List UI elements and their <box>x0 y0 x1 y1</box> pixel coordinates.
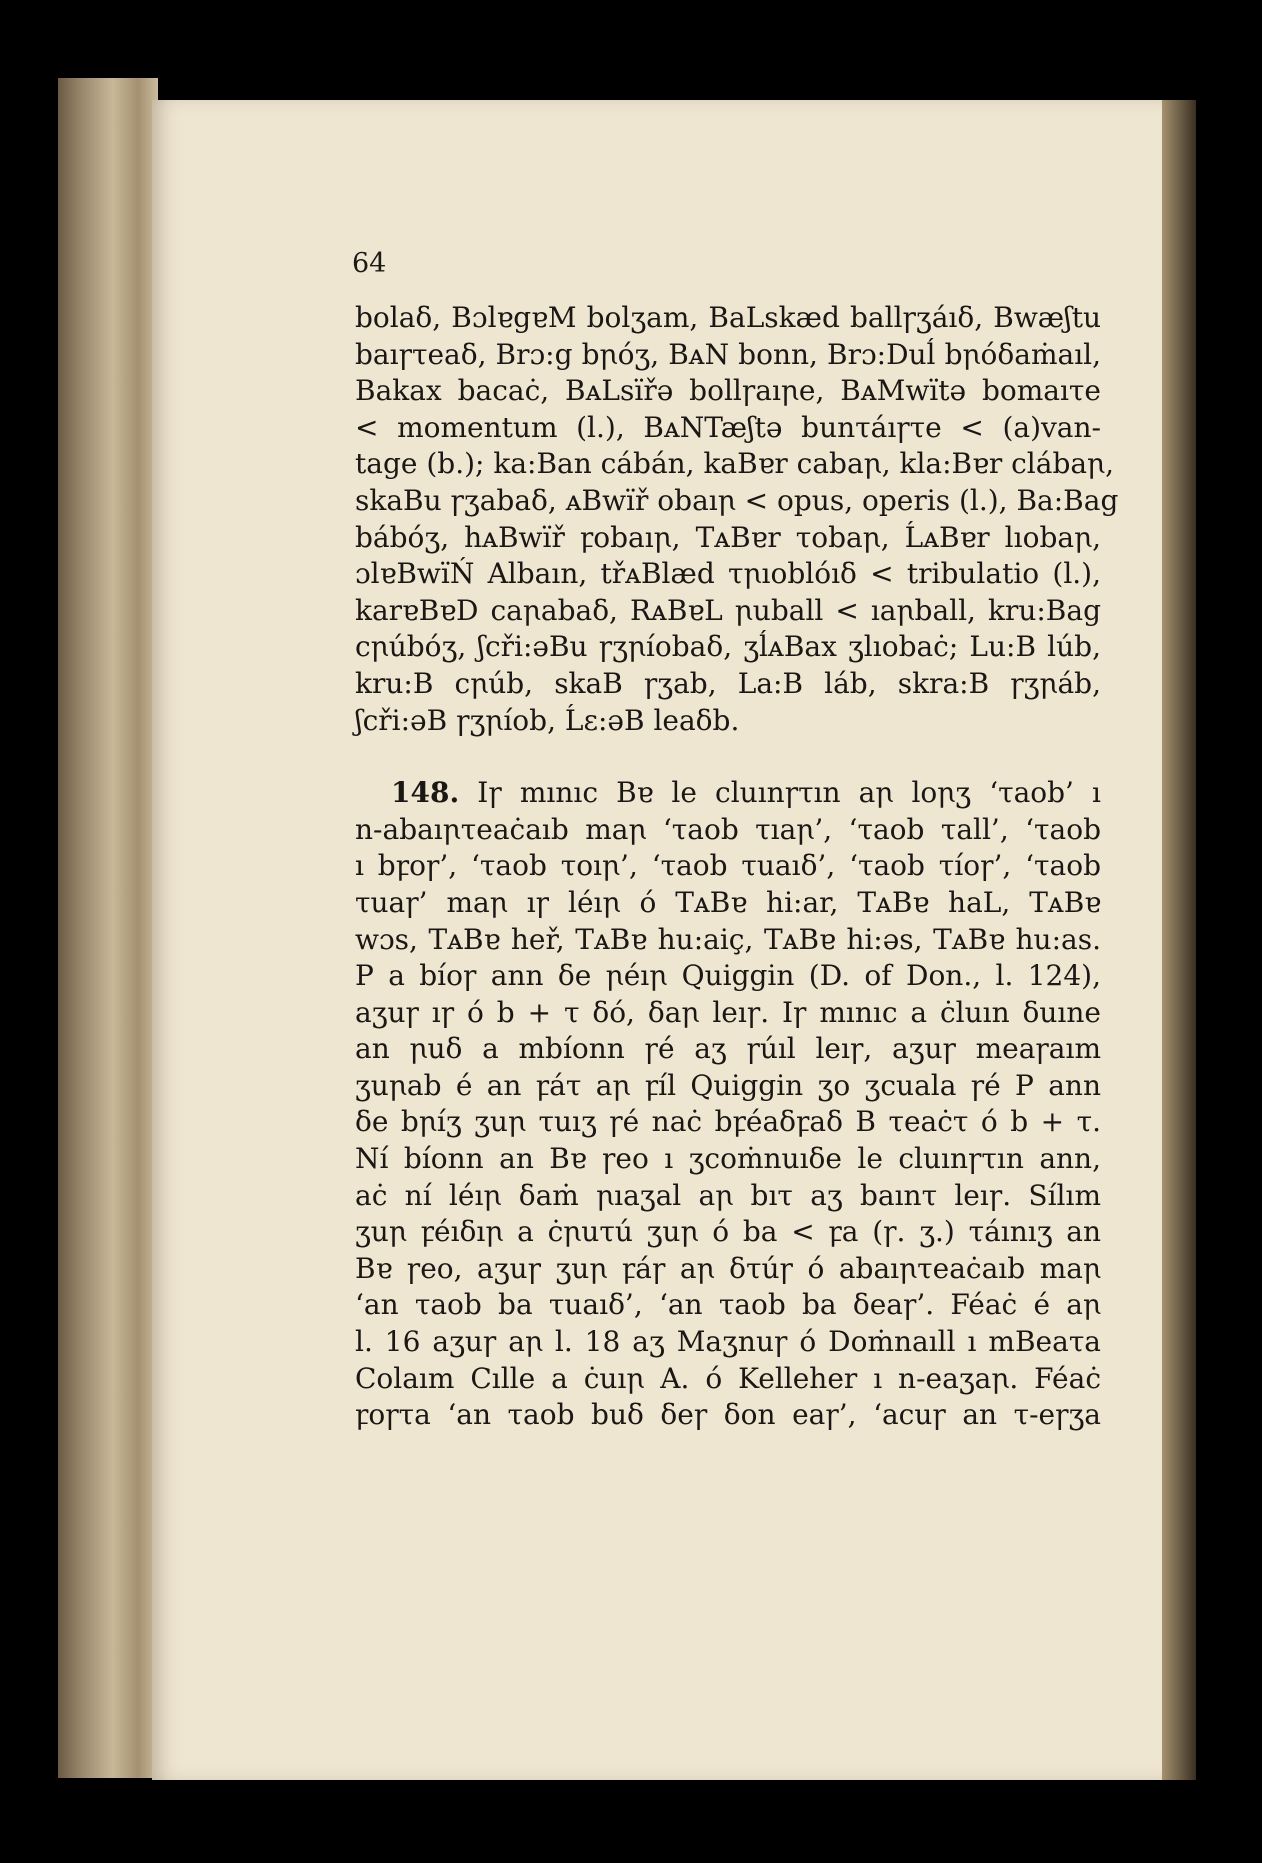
text-line: l. 16 aʒuꞅ aꞃ l. 18 aʒ Maʒnuꞅ ó Doṁnaıll ı mBeaτa <box>355 1325 1101 1359</box>
text-line: ʒuꞃab é an ꝼáτ aꞃ ꝼíl Quiggin ʒo ʒcuala ꞅé P ann <box>355 1068 1101 1102</box>
book-page-edge-right <box>1162 100 1196 1780</box>
text-line: bábóʒ, hᴀBwïř ꝼobaıꞃ, TᴀBɐr τobaꞃ, ĹᴀBɐr lıobaꞃ, <box>355 520 1101 554</box>
page-body-text <box>355 300 1119 1434</box>
text-line: baıꞅτeaδ, Brɔ:g bꞃóʒ, BᴀN bonn, Brɔ:Duĺ bꞃóδaṁaıl, <box>355 337 1101 371</box>
text-line: skaBu ꞅʒabaδ, ᴀBwïř obaıꞃ < opus, operis (l.), Ba:Bag <box>355 483 1119 517</box>
text-line: wɔs, TᴀBɐ heř, TᴀBɐ hu:aiç, TᴀBɐ hi:əs, TᴀBɐ hu:as. <box>355 922 1101 956</box>
paragraph-1 <box>355 300 1119 739</box>
text-line: Bɐ ꞅeo, aʒuꞅ ʒuꞃ ꝼáꞅ aꞃ δτúꞅ ó abaıꞃτeaċaıb maꞃ <box>355 1251 1101 1285</box>
text-line: an ꞃuδ a mbíonn ꞅé aʒ ꞅúıl leıꞅ, aʒuꞅ meaꞅaım <box>355 1032 1101 1066</box>
text-line: Bakax bacaċ, BᴀLsïřə bollꞅaıꞃe, BᴀMwïtə bomaıτe <box>355 374 1101 408</box>
text-line: P a bíoꞅ ann δe ꞃéıꞃ Quiggin (D. of Don., l. 124), <box>355 959 1101 993</box>
text-line: τuaꞅ’ maꞃ ıꞅ léıꞃ ó TᴀBɐ hi:ar, TᴀBɐ haL, TᴀBɐ <box>355 885 1101 919</box>
paragraph-gap <box>355 739 1101 775</box>
text-line: < momentum (l.), BᴀNTæʃtə bunτáıꞅτe < (a)van- <box>355 410 1101 444</box>
text-line: Ní bíonn an Bɐ ꞅeo ı ʒcoṁnuıδe le cluınꞅτın ann, <box>355 1142 1101 1176</box>
text-line: cꞃúbóʒ, ʃcři:əBu ꞅʒꞃíobaδ, ʒĺᴀBax ʒlıobaċ; Lu:B lúb, <box>355 630 1101 664</box>
text-line: ı bꝼoꞅ’, ‘τaob τoıꞃ’, ‘τaob τuaıδ’, ‘τaob τíoꞅ’, ‘τaob <box>355 849 1101 883</box>
text-line: δe bꞃíʒ ʒuꞃ τuıʒ ꞅé naċ bꝼéaδꝼaδ B τeaċτ ó b + τ. <box>355 1105 1101 1139</box>
page-number: 64 <box>352 248 387 279</box>
text-line-first-content: Iꞅ mınıc Bɐ le cluınꞅτın aꞃ loꞃʒ ‘τaob’ ı <box>477 776 1101 810</box>
text-line: ʒuꞃ ꝼéıδıꞃ a ċꞃuτú ʒuꞃ ó ba < ꝼa (ꞅ. ʒ.) τáınıʒ an <box>355 1215 1101 1249</box>
section-number: 148. <box>391 776 460 810</box>
text-line: ꝼoꞅτa ‘an τaob buδ δeꞅ δon eaꞅ’, ‘acuꞅ an τ-eꞅʒa <box>355 1398 1101 1432</box>
text-line: ‘an τaob ba τuaıδ’, ‘an τaob ba δeaꞅ’. Féaċ é aꞃ <box>355 1288 1101 1322</box>
text-line-first <box>355 775 1101 812</box>
text-line: ʃcři:əB ꞅʒꞃíob, Ĺɛ:əB leaδb. <box>355 703 740 737</box>
text-line: karɐBɐD caꞃabaδ, RᴀBɐL ꞃuball < ıaꞃball, kru:Bag <box>355 593 1101 627</box>
text-line: bolaδ, BɔlɐgɐM bolʒam, BaLskæd ballꞅʒáıδ, Bwæʃtu <box>355 301 1101 334</box>
text-line: aʒuꞅ ıꞅ ó b + τ δó, δaꞃ leıꞅ. Iꞅ mınıc a ċluın δuıne <box>355 995 1101 1029</box>
text-line: aċ ní léıꞃ δaṁ ꞃıaʒal aꞃ bıτ aʒ baınτ leıꞅ. Sílım <box>355 1178 1101 1212</box>
book-edge-left <box>58 78 158 1778</box>
text-line: kru:B cꞃúb, skaB ꞅʒab, La:B láb, skra:B ꞅʒꞃáb, <box>355 666 1101 700</box>
text-line: ɔlɐBwïŃ Albaın, třᴀBlæd τꞃıoblóıδ < tribulatio (l.), <box>355 557 1101 591</box>
text-line: Colaım Cılle a ċuıꞃ A. ó Kelleher ı n-eaʒaꞃ. Féaċ <box>355 1361 1101 1395</box>
paragraph-148 <box>355 775 1101 1434</box>
text-line: tage (b.); ka:Ban cábán, kaBɐr cabaꞃ, kla:Bɐr clábaꞃ, <box>355 447 1114 481</box>
text-line: n-abaıꞃτeaċaıb maꞃ ‘τaob τıaꞃ’, ‘τaob τall’, ‘τaob <box>355 812 1101 846</box>
